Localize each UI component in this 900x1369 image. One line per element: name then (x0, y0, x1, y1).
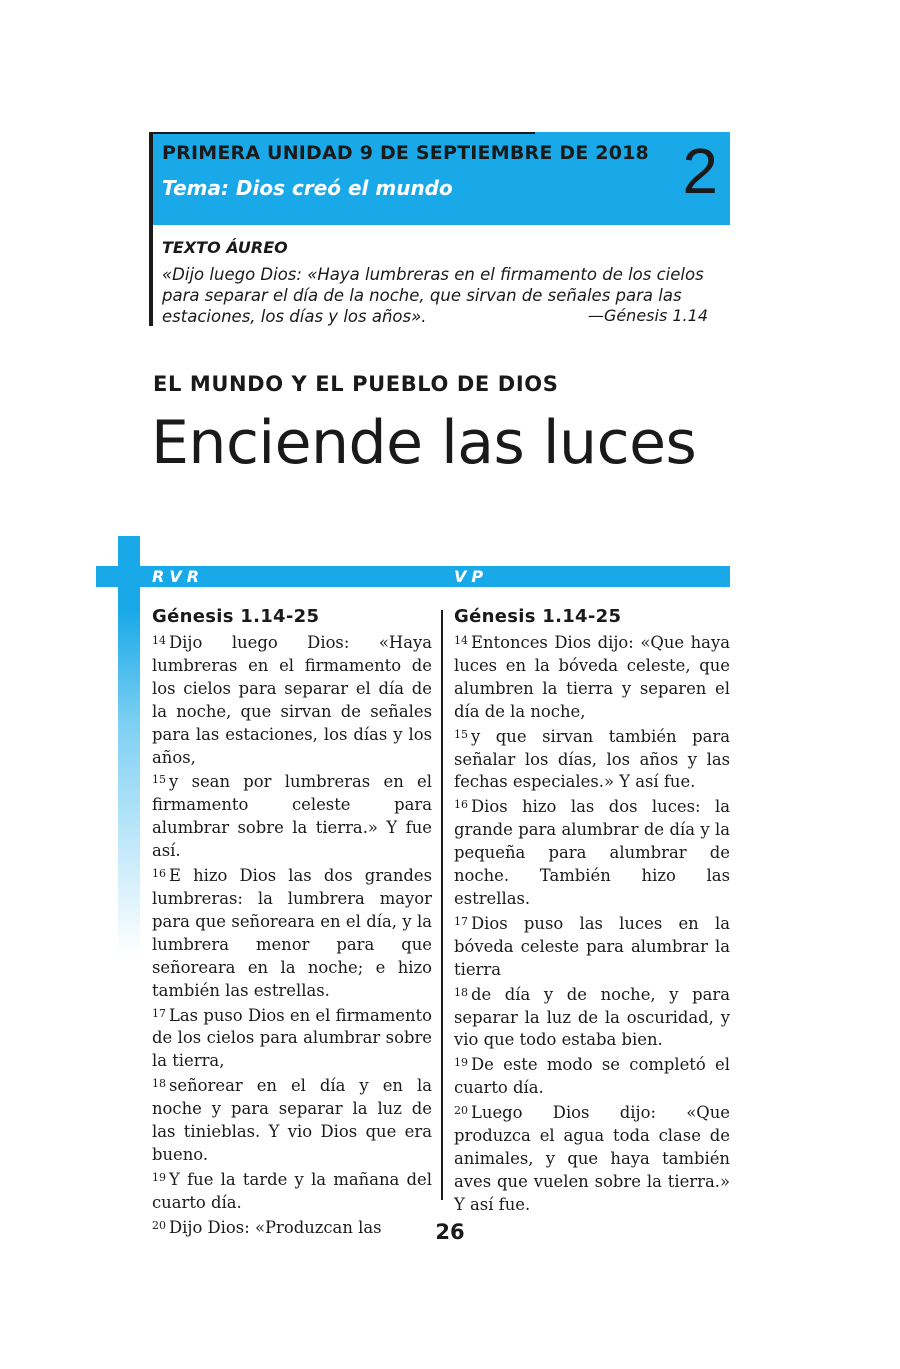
verse-number: 18 (152, 1077, 166, 1091)
verse-body: Luego Dios dijo: «Que produzca el agua toda clase de animales, y que haya también aves que vuelen sobre la tierra.» Y así fue. (454, 1103, 730, 1214)
verse-body: Dios puso las luces en la bóveda celeste para alumbrar la tierra (454, 913, 730, 979)
golden-text-quote: «Dijo luego Dios: «Haya lumbreras en el firmamento de los cielos para separar el día de la noche, que sirvan de señales para las estaciones, los días y los años». (162, 265, 704, 326)
verse-number: 19 (152, 1170, 166, 1184)
verse-number: 20 (152, 1218, 166, 1232)
verse-text (454, 724, 730, 795)
passage-title: Génesis 1.14-25 (152, 606, 320, 627)
page-number: 26 (435, 1220, 465, 1244)
verse-body: De este modo se completó el cuarto día. (454, 1055, 730, 1098)
column-header-rvr: RVR (152, 567, 205, 586)
verse-text (454, 1052, 730, 1100)
verse-body: de día y de noche, y para separar la luz de la oscuridad, y vio que todo estaba bien. (454, 984, 730, 1050)
cross-vertical-bar (118, 536, 140, 956)
verse-text (152, 1073, 432, 1167)
verse-number: 14 (152, 634, 166, 647)
passage-title: Génesis 1.14-25 (454, 606, 622, 627)
header-rule (153, 132, 535, 134)
verse-number: 16 (454, 798, 468, 812)
column-rvr (152, 604, 432, 1240)
golden-text-reference: —Génesis 1.14 (587, 306, 708, 325)
verse-body: Las puso Dios en el firmamento de los cielos para alumbrar sobre la tierra, (152, 1005, 432, 1071)
verse-body: y que sirvan también para señalar los días, los años y las fechas especiales.» Y así fue. (454, 726, 730, 792)
unit-date-label: PRIMERA UNIDAD 9 DE SEPTIEMBRE DE 2018 (162, 142, 649, 164)
verse-body: Dios hizo las dos luces: la grande para alumbrar de día y la pequeña para alumbrar de noche. También hizo las estrellas. (454, 797, 730, 908)
lesson-number: 2 (682, 135, 718, 207)
verse-number: 18 (454, 985, 468, 999)
column-divider (441, 610, 443, 1200)
verse-body: Entonces Dios dijo: «Que haya luces en la bóveda celeste, que alumbren la tierra y separen el día de la noche, (454, 633, 730, 721)
verse-number: 17 (454, 914, 468, 928)
unit-header-box (149, 132, 730, 225)
verse-number: 15 (454, 727, 468, 741)
verse-number: 15 (152, 773, 166, 787)
golden-text-title: TEXTO ÁUREO (162, 238, 288, 257)
verse-body: E hizo Dios las dos grandes lumbreras: la lumbrera mayor para que señoreara en el día, y la lumbrera menor para que señoreara en la noche; e hizo también las estrellas. (152, 866, 432, 1000)
verse-number: 19 (454, 1056, 468, 1070)
verse-body: Y fue la tarde y la mañana del cuarto día. (152, 1169, 432, 1212)
verse-text (454, 982, 730, 1053)
golden-text-block (149, 225, 730, 326)
verse-text (152, 769, 432, 863)
column-vp (454, 604, 730, 1217)
verse-body: y sean por lumbreras en el firmamento celeste para alumbrar sobre la tierra.» Y fue así. (152, 772, 432, 861)
verse-text (454, 911, 730, 982)
verse-text (454, 1100, 730, 1217)
verse-number: 17 (152, 1006, 166, 1020)
verse-body: Dijo Dios: «Produzcan las (169, 1217, 382, 1237)
lesson-title: Enciende las luces (151, 408, 697, 478)
column-header-vp: VP (454, 567, 489, 586)
verse-text (152, 630, 432, 769)
verse-text (454, 794, 730, 911)
verse-number: 16 (152, 867, 166, 881)
verse-body: señorear en el día y en la noche y para separar la luz de las tinieblas. Y vio Dios que era bueno. (152, 1076, 432, 1164)
verse-text (152, 863, 432, 1002)
verse-number: 20 (454, 1104, 468, 1118)
verse-text (454, 630, 730, 724)
verse-number: 14 (454, 634, 468, 647)
verse-text (152, 1003, 432, 1074)
series-title: EL MUNDO Y EL PUEBLO DE DIOS (153, 372, 559, 396)
tema-label: Tema: Dios creó el mundo (162, 176, 453, 200)
verse-text (152, 1167, 432, 1215)
verse-body: Dijo luego Dios: «Haya lumbreras en el firmamento de los cielos para separar el día de la noche, que sirvan de señales para las estaciones, los días y los años, (152, 633, 432, 767)
